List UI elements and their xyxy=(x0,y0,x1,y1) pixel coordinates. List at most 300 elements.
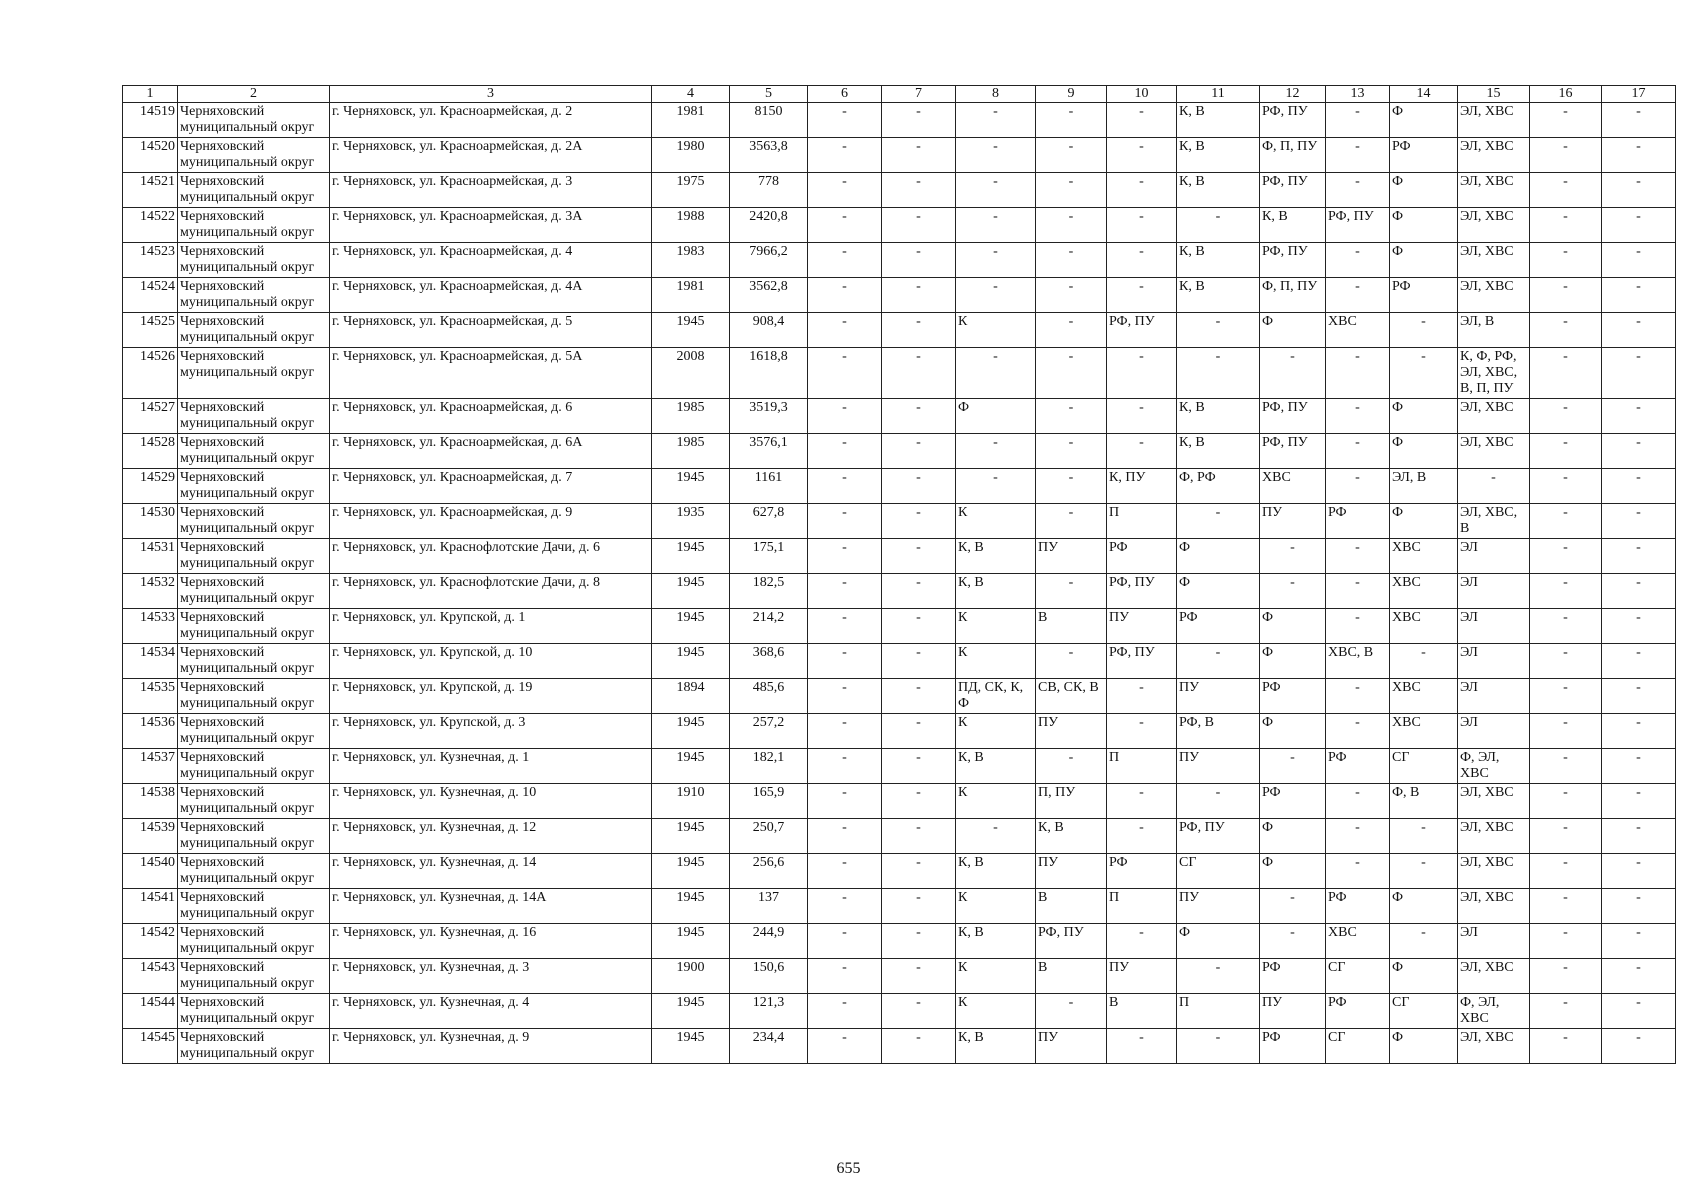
cell-col-15: ЭЛ xyxy=(1458,609,1530,644)
cell-col-16: - xyxy=(1530,348,1602,399)
cell-area: 485,6 xyxy=(730,679,808,714)
cell-col-14: Ф xyxy=(1390,1029,1458,1064)
cell-col-15: ЭЛ, ХВС xyxy=(1458,173,1530,208)
cell-col-7: - xyxy=(882,243,956,278)
cell-col-15: - xyxy=(1458,469,1530,504)
cell-col-6: - xyxy=(808,714,882,749)
cell-year-built: 1980 xyxy=(652,138,730,173)
cell-col-9: - xyxy=(1036,399,1107,434)
cell-col-11: ПУ xyxy=(1177,749,1260,784)
cell-col-11: П xyxy=(1177,994,1260,1029)
cell-address: г. Черняховск, ул. Крупской, д. 10 xyxy=(330,644,652,679)
cell-col-9: - xyxy=(1036,173,1107,208)
column-header-5: 5 xyxy=(730,86,808,103)
cell-col-7: - xyxy=(882,959,956,994)
table-body xyxy=(123,103,1676,1064)
cell-record-number: 14534 xyxy=(123,644,178,679)
cell-col-6: - xyxy=(808,994,882,1029)
cell-district: Черняховский муниципальный округ xyxy=(178,994,330,1029)
cell-col-12: Ф xyxy=(1260,854,1326,889)
cell-col-13: РФ, ПУ xyxy=(1326,208,1390,243)
cell-col-8: - xyxy=(956,173,1036,208)
cell-col-17: - xyxy=(1602,243,1676,278)
cell-col-6: - xyxy=(808,644,882,679)
cell-col-10: - xyxy=(1107,173,1177,208)
cell-col-11: Ф xyxy=(1177,574,1260,609)
cell-col-14: Ф xyxy=(1390,889,1458,924)
cell-year-built: 1945 xyxy=(652,714,730,749)
cell-col-8: Ф xyxy=(956,399,1036,434)
cell-col-6: - xyxy=(808,749,882,784)
cell-year-built: 1981 xyxy=(652,278,730,313)
cell-col-14: Ф xyxy=(1390,504,1458,539)
cell-col-10: - xyxy=(1107,434,1177,469)
cell-col-11: - xyxy=(1177,313,1260,348)
cell-year-built: 1910 xyxy=(652,784,730,819)
cell-col-12: РФ, ПУ xyxy=(1260,243,1326,278)
cell-col-9: В xyxy=(1036,959,1107,994)
table-row xyxy=(123,679,1676,714)
cell-district: Черняховский муниципальный округ xyxy=(178,539,330,574)
cell-record-number: 14527 xyxy=(123,399,178,434)
cell-col-14: ХВС xyxy=(1390,609,1458,644)
cell-col-14: - xyxy=(1390,854,1458,889)
cell-col-13: РФ xyxy=(1326,749,1390,784)
cell-col-16: - xyxy=(1530,313,1602,348)
cell-col-17: - xyxy=(1602,208,1676,243)
cell-col-6: - xyxy=(808,889,882,924)
cell-col-8: К xyxy=(956,994,1036,1029)
cell-district: Черняховский муниципальный округ xyxy=(178,278,330,313)
cell-record-number: 14538 xyxy=(123,784,178,819)
cell-record-number: 14528 xyxy=(123,434,178,469)
cell-col-7: - xyxy=(882,208,956,243)
cell-record-number: 14542 xyxy=(123,924,178,959)
cell-col-12: Ф xyxy=(1260,609,1326,644)
table-row xyxy=(123,539,1676,574)
cell-address: г. Черняховск, ул. Красноармейская, д. 2 xyxy=(330,103,652,138)
cell-col-6: - xyxy=(808,1029,882,1064)
cell-address: г. Черняховск, ул. Кузнечная, д. 14А xyxy=(330,889,652,924)
cell-district: Черняховский муниципальный округ xyxy=(178,469,330,504)
cell-area: 214,2 xyxy=(730,609,808,644)
cell-record-number: 14545 xyxy=(123,1029,178,1064)
column-header-1: 1 xyxy=(123,86,178,103)
table-row xyxy=(123,103,1676,138)
column-header-17: 17 xyxy=(1602,86,1676,103)
cell-col-16: - xyxy=(1530,138,1602,173)
cell-col-8: К xyxy=(956,889,1036,924)
cell-col-12: - xyxy=(1260,539,1326,574)
cell-col-8: - xyxy=(956,103,1036,138)
cell-col-6: - xyxy=(808,434,882,469)
cell-col-12: К, В xyxy=(1260,208,1326,243)
cell-col-17: - xyxy=(1602,609,1676,644)
cell-col-11: К, В xyxy=(1177,243,1260,278)
cell-record-number: 14541 xyxy=(123,889,178,924)
cell-col-13: СГ xyxy=(1326,959,1390,994)
table-row xyxy=(123,714,1676,749)
cell-area: 3576,1 xyxy=(730,434,808,469)
cell-area: 182,5 xyxy=(730,574,808,609)
cell-col-6: - xyxy=(808,348,882,399)
cell-area: 175,1 xyxy=(730,539,808,574)
cell-col-12: Ф xyxy=(1260,313,1326,348)
cell-col-13: - xyxy=(1326,243,1390,278)
cell-year-built: 1945 xyxy=(652,854,730,889)
cell-record-number: 14521 xyxy=(123,173,178,208)
cell-col-10: - xyxy=(1107,924,1177,959)
table-row xyxy=(123,1029,1676,1064)
cell-col-15: ЭЛ, ХВС xyxy=(1458,103,1530,138)
cell-area: 121,3 xyxy=(730,994,808,1029)
cell-col-14: Ф xyxy=(1390,173,1458,208)
cell-district: Черняховский муниципальный округ xyxy=(178,574,330,609)
cell-district: Черняховский муниципальный округ xyxy=(178,348,330,399)
cell-year-built: 1945 xyxy=(652,819,730,854)
column-header-4: 4 xyxy=(652,86,730,103)
cell-col-16: - xyxy=(1530,504,1602,539)
cell-col-16: - xyxy=(1530,749,1602,784)
cell-col-15: Ф, ЭЛ, ХВС xyxy=(1458,749,1530,784)
cell-col-15: ЭЛ, ХВС xyxy=(1458,399,1530,434)
cell-col-13: - xyxy=(1326,399,1390,434)
cell-area: 627,8 xyxy=(730,504,808,539)
cell-col-8: - xyxy=(956,348,1036,399)
cell-col-17: - xyxy=(1602,854,1676,889)
cell-district: Черняховский муниципальный округ xyxy=(178,749,330,784)
table-row xyxy=(123,208,1676,243)
cell-col-17: - xyxy=(1602,138,1676,173)
cell-col-13: РФ xyxy=(1326,889,1390,924)
table-row xyxy=(123,994,1676,1029)
cell-col-8: К, В xyxy=(956,854,1036,889)
cell-record-number: 14535 xyxy=(123,679,178,714)
table-row xyxy=(123,243,1676,278)
cell-col-7: - xyxy=(882,819,956,854)
cell-col-9: К, В xyxy=(1036,819,1107,854)
cell-col-16: - xyxy=(1530,959,1602,994)
cell-area: 3563,8 xyxy=(730,138,808,173)
cell-col-12: РФ xyxy=(1260,784,1326,819)
table-row xyxy=(123,784,1676,819)
cell-col-8: - xyxy=(956,819,1036,854)
cell-col-12: - xyxy=(1260,924,1326,959)
cell-year-built: 1945 xyxy=(652,749,730,784)
cell-col-14: ХВС xyxy=(1390,574,1458,609)
cell-col-9: - xyxy=(1036,749,1107,784)
cell-col-8: - xyxy=(956,138,1036,173)
cell-col-6: - xyxy=(808,504,882,539)
cell-col-7: - xyxy=(882,278,956,313)
cell-district: Черняховский муниципальный округ xyxy=(178,784,330,819)
cell-col-10: РФ, ПУ xyxy=(1107,644,1177,679)
table-row xyxy=(123,348,1676,399)
cell-col-14: Ф xyxy=(1390,208,1458,243)
cell-year-built: 1945 xyxy=(652,539,730,574)
table-row xyxy=(123,959,1676,994)
cell-year-built: 1935 xyxy=(652,504,730,539)
cell-col-17: - xyxy=(1602,924,1676,959)
cell-col-13: - xyxy=(1326,854,1390,889)
cell-col-14: РФ xyxy=(1390,278,1458,313)
cell-address: г. Черняховск, ул. Кузнечная, д. 1 xyxy=(330,749,652,784)
cell-col-7: - xyxy=(882,714,956,749)
cell-col-10: - xyxy=(1107,103,1177,138)
cell-col-6: - xyxy=(808,574,882,609)
cell-col-7: - xyxy=(882,348,956,399)
cell-col-11: - xyxy=(1177,208,1260,243)
cell-col-12: РФ, ПУ xyxy=(1260,399,1326,434)
cell-record-number: 14522 xyxy=(123,208,178,243)
cell-col-14: - xyxy=(1390,313,1458,348)
cell-area: 244,9 xyxy=(730,924,808,959)
cell-district: Черняховский муниципальный округ xyxy=(178,138,330,173)
cell-col-16: - xyxy=(1530,539,1602,574)
cell-area: 182,1 xyxy=(730,749,808,784)
cell-record-number: 14529 xyxy=(123,469,178,504)
cell-col-11: Ф, РФ xyxy=(1177,469,1260,504)
cell-record-number: 14536 xyxy=(123,714,178,749)
cell-district: Черняховский муниципальный округ xyxy=(178,504,330,539)
cell-address: г. Черняховск, ул. Кузнечная, д. 14 xyxy=(330,854,652,889)
cell-col-17: - xyxy=(1602,313,1676,348)
cell-col-11: К, В xyxy=(1177,173,1260,208)
cell-col-13: - xyxy=(1326,434,1390,469)
cell-col-12: Ф xyxy=(1260,644,1326,679)
column-header-13: 13 xyxy=(1326,86,1390,103)
cell-col-17: - xyxy=(1602,784,1676,819)
cell-col-17: - xyxy=(1602,959,1676,994)
cell-year-built: 1983 xyxy=(652,243,730,278)
cell-address: г. Черняховск, ул. Кузнечная, д. 10 xyxy=(330,784,652,819)
cell-col-8: К, В xyxy=(956,539,1036,574)
cell-col-10: - xyxy=(1107,138,1177,173)
cell-district: Черняховский муниципальный округ xyxy=(178,889,330,924)
cell-col-9: ПУ xyxy=(1036,1029,1107,1064)
cell-col-11: Ф xyxy=(1177,924,1260,959)
cell-address: г. Черняховск, ул. Крупской, д. 1 xyxy=(330,609,652,644)
cell-col-10: - xyxy=(1107,819,1177,854)
cell-col-8: - xyxy=(956,434,1036,469)
table-row xyxy=(123,469,1676,504)
cell-col-14: - xyxy=(1390,348,1458,399)
cell-col-6: - xyxy=(808,924,882,959)
table-row xyxy=(123,819,1676,854)
cell-col-6: - xyxy=(808,399,882,434)
cell-area: 778 xyxy=(730,173,808,208)
table-row xyxy=(123,924,1676,959)
cell-col-7: - xyxy=(882,434,956,469)
cell-col-14: ХВС xyxy=(1390,679,1458,714)
cell-col-15: ЭЛ, ХВС xyxy=(1458,819,1530,854)
cell-col-8: ПД, СК, К, Ф xyxy=(956,679,1036,714)
cell-year-built: 1985 xyxy=(652,399,730,434)
cell-col-11: РФ, ПУ xyxy=(1177,819,1260,854)
cell-col-16: - xyxy=(1530,714,1602,749)
cell-col-12: РФ xyxy=(1260,1029,1326,1064)
cell-col-17: - xyxy=(1602,348,1676,399)
cell-area: 1618,8 xyxy=(730,348,808,399)
cell-year-built: 1945 xyxy=(652,994,730,1029)
cell-col-10: П xyxy=(1107,889,1177,924)
cell-col-12: РФ xyxy=(1260,959,1326,994)
cell-col-15: ЭЛ, ХВС xyxy=(1458,889,1530,924)
cell-col-10: РФ xyxy=(1107,539,1177,574)
page-number: 655 xyxy=(836,1160,861,1177)
cell-col-13: - xyxy=(1326,819,1390,854)
cell-col-15: Ф, ЭЛ, ХВС xyxy=(1458,994,1530,1029)
cell-district: Черняховский муниципальный округ xyxy=(178,609,330,644)
cell-col-8: К xyxy=(956,959,1036,994)
table-row xyxy=(123,173,1676,208)
cell-col-7: - xyxy=(882,644,956,679)
cell-district: Черняховский муниципальный округ xyxy=(178,313,330,348)
cell-col-16: - xyxy=(1530,434,1602,469)
cell-district: Черняховский муниципальный округ xyxy=(178,173,330,208)
cell-col-7: - xyxy=(882,889,956,924)
cell-col-16: - xyxy=(1530,924,1602,959)
column-header-16: 16 xyxy=(1530,86,1602,103)
cell-address: г. Черняховск, ул. Красноармейская, д. 7 xyxy=(330,469,652,504)
cell-col-6: - xyxy=(808,278,882,313)
cell-col-9: - xyxy=(1036,138,1107,173)
cell-area: 256,6 xyxy=(730,854,808,889)
cell-col-8: К xyxy=(956,644,1036,679)
cell-col-9: ПУ xyxy=(1036,854,1107,889)
cell-col-15: ЭЛ xyxy=(1458,679,1530,714)
cell-col-6: - xyxy=(808,539,882,574)
cell-col-7: - xyxy=(882,1029,956,1064)
cell-col-13: - xyxy=(1326,469,1390,504)
table-row xyxy=(123,399,1676,434)
cell-address: г. Черняховск, ул. Кузнечная, д. 16 xyxy=(330,924,652,959)
cell-district: Черняховский муниципальный округ xyxy=(178,819,330,854)
cell-col-11: СГ xyxy=(1177,854,1260,889)
cell-col-13: - xyxy=(1326,103,1390,138)
cell-col-10: - xyxy=(1107,714,1177,749)
cell-col-9: - xyxy=(1036,313,1107,348)
cell-col-16: - xyxy=(1530,679,1602,714)
cell-col-9: РФ, ПУ xyxy=(1036,924,1107,959)
cell-col-15: ЭЛ, В xyxy=(1458,313,1530,348)
cell-col-8: - xyxy=(956,243,1036,278)
cell-col-13: - xyxy=(1326,574,1390,609)
cell-col-8: К, В xyxy=(956,574,1036,609)
cell-col-8: К, В xyxy=(956,924,1036,959)
cell-col-9: - xyxy=(1036,278,1107,313)
cell-area: 368,6 xyxy=(730,644,808,679)
cell-district: Черняховский муниципальный округ xyxy=(178,959,330,994)
cell-col-14: Ф xyxy=(1390,959,1458,994)
cell-col-9: СВ, СК, В xyxy=(1036,679,1107,714)
cell-col-17: - xyxy=(1602,994,1676,1029)
table-row xyxy=(123,609,1676,644)
cell-col-7: - xyxy=(882,138,956,173)
cell-address: г. Черняховск, ул. Красноармейская, д. 5А xyxy=(330,348,652,399)
cell-col-10: П xyxy=(1107,749,1177,784)
cell-col-10: РФ, ПУ xyxy=(1107,313,1177,348)
cell-year-built: 1945 xyxy=(652,313,730,348)
cell-col-13: - xyxy=(1326,539,1390,574)
table-row xyxy=(123,889,1676,924)
cell-col-17: - xyxy=(1602,103,1676,138)
cell-record-number: 14544 xyxy=(123,994,178,1029)
cell-address: г. Черняховск, ул. Кузнечная, д. 3 xyxy=(330,959,652,994)
cell-col-10: В xyxy=(1107,994,1177,1029)
cell-col-17: - xyxy=(1602,749,1676,784)
cell-col-9: - xyxy=(1036,504,1107,539)
cell-col-7: - xyxy=(882,539,956,574)
cell-district: Черняховский муниципальный округ xyxy=(178,644,330,679)
column-header-9: 9 xyxy=(1036,86,1107,103)
cell-record-number: 14533 xyxy=(123,609,178,644)
cell-area: 257,2 xyxy=(730,714,808,749)
cell-year-built: 1945 xyxy=(652,609,730,644)
cell-col-6: - xyxy=(808,854,882,889)
cell-col-14: - xyxy=(1390,819,1458,854)
cell-area: 250,7 xyxy=(730,819,808,854)
column-header-2: 2 xyxy=(178,86,330,103)
cell-col-8: К, В xyxy=(956,1029,1036,1064)
cell-col-7: - xyxy=(882,994,956,1029)
cell-col-16: - xyxy=(1530,208,1602,243)
table-row xyxy=(123,574,1676,609)
cell-address: г. Черняховск, ул. Красноармейская, д. 6 xyxy=(330,399,652,434)
cell-col-13: - xyxy=(1326,278,1390,313)
cell-col-14: - xyxy=(1390,644,1458,679)
column-header-7: 7 xyxy=(882,86,956,103)
cell-col-17: - xyxy=(1602,434,1676,469)
cell-address: г. Черняховск, ул. Красноармейская, д. 4А xyxy=(330,278,652,313)
cell-col-16: - xyxy=(1530,889,1602,924)
cell-col-9: - xyxy=(1036,208,1107,243)
cell-col-14: ХВС xyxy=(1390,714,1458,749)
cell-col-9: - xyxy=(1036,469,1107,504)
cell-district: Черняховский муниципальный округ xyxy=(178,714,330,749)
cell-address: г. Черняховск, ул. Красноармейская, д. 4 xyxy=(330,243,652,278)
cell-col-13: РФ xyxy=(1326,504,1390,539)
cell-col-7: - xyxy=(882,854,956,889)
column-header-11: 11 xyxy=(1177,86,1260,103)
cell-col-7: - xyxy=(882,574,956,609)
table-row xyxy=(123,504,1676,539)
cell-address: г. Черняховск, ул. Красноармейская, д. 3 xyxy=(330,173,652,208)
cell-col-6: - xyxy=(808,243,882,278)
cell-area: 165,9 xyxy=(730,784,808,819)
cell-col-9: - xyxy=(1036,574,1107,609)
cell-area: 234,4 xyxy=(730,1029,808,1064)
cell-col-6: - xyxy=(808,819,882,854)
cell-col-15: ЭЛ xyxy=(1458,539,1530,574)
cell-col-16: - xyxy=(1530,574,1602,609)
cell-col-9: П, ПУ xyxy=(1036,784,1107,819)
cell-col-12: - xyxy=(1260,574,1326,609)
cell-col-10: - xyxy=(1107,208,1177,243)
cell-col-15: ЭЛ, ХВС xyxy=(1458,138,1530,173)
cell-col-17: - xyxy=(1602,889,1676,924)
cell-col-13: ХВС xyxy=(1326,924,1390,959)
cell-col-6: - xyxy=(808,959,882,994)
cell-col-17: - xyxy=(1602,819,1676,854)
cell-address: г. Черняховск, ул. Кузнечная, д. 9 xyxy=(330,1029,652,1064)
cell-col-17: - xyxy=(1602,679,1676,714)
cell-col-16: - xyxy=(1530,399,1602,434)
cell-col-15: ЭЛ xyxy=(1458,924,1530,959)
cell-district: Черняховский муниципальный округ xyxy=(178,434,330,469)
cell-col-13: ХВС xyxy=(1326,313,1390,348)
cell-col-7: - xyxy=(882,399,956,434)
